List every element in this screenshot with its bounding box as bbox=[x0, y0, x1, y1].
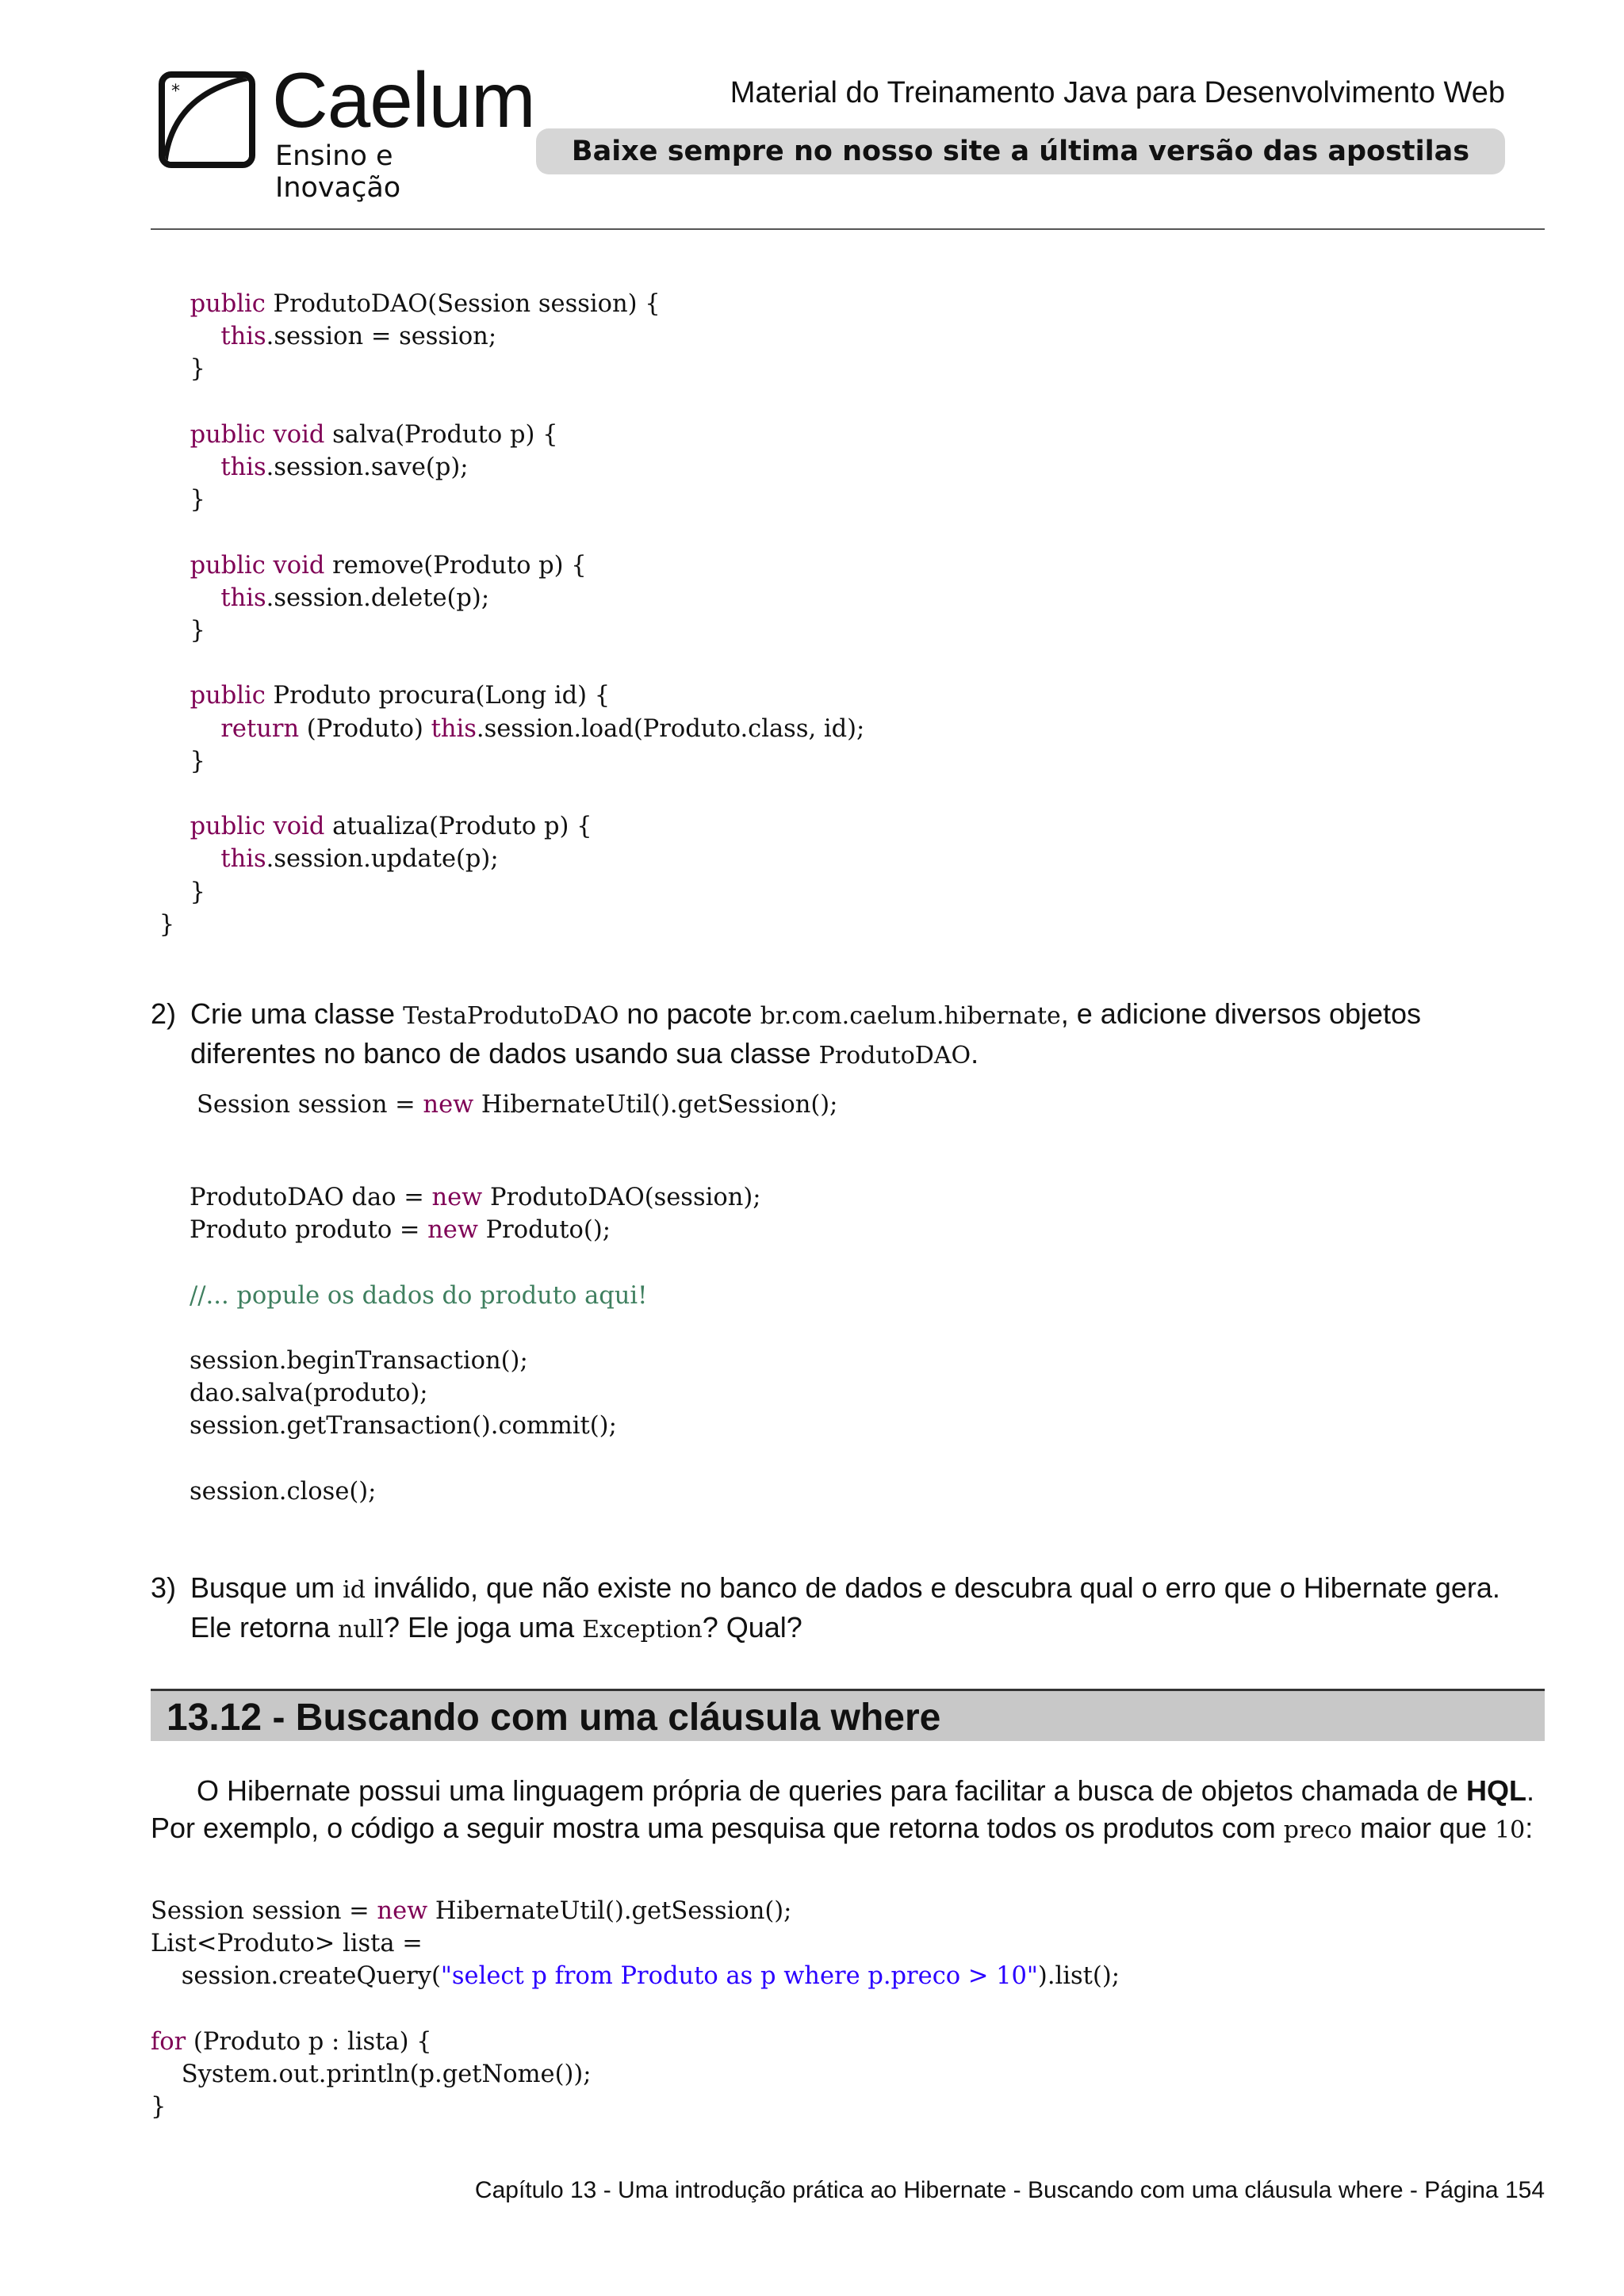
code-line bbox=[128, 617, 205, 645]
code-text bbox=[128, 323, 220, 350]
code-keyword: public bbox=[190, 682, 266, 710]
text-run: ? Ele joga uma bbox=[383, 1611, 583, 1644]
logo-name: Caelum bbox=[272, 56, 535, 144]
code-line bbox=[190, 1412, 617, 1440]
code-comment: //... popule os dados do produto aqui! bbox=[190, 1281, 648, 1310]
code-line bbox=[190, 1216, 611, 1244]
text-run: Crie uma classe bbox=[190, 997, 404, 1030]
code-text: Produto produto = bbox=[190, 1216, 428, 1245]
code-keyword: new bbox=[423, 1091, 474, 1119]
section-heading-bar bbox=[151, 1689, 1545, 1741]
code-text: } bbox=[128, 486, 205, 515]
code-text: salva(Produto p) { bbox=[324, 420, 558, 449]
item-text bbox=[190, 1569, 1546, 1648]
code-line bbox=[128, 584, 489, 612]
code-line bbox=[128, 552, 587, 580]
code-text: session.beginTransaction(); bbox=[190, 1347, 528, 1375]
code-text bbox=[128, 584, 220, 612]
code-keyword: this bbox=[220, 584, 266, 612]
code-line bbox=[128, 355, 205, 383]
code-keyword: this bbox=[220, 323, 266, 351]
code-line bbox=[128, 453, 469, 481]
code-keyword: return bbox=[220, 714, 300, 743]
code-line bbox=[128, 290, 661, 318]
code-keyword: public void bbox=[190, 813, 325, 841]
inline-code: 10 bbox=[1495, 1816, 1526, 1844]
code-line bbox=[190, 1347, 528, 1375]
code-line bbox=[190, 1478, 376, 1506]
text-run: , e adicione diversos objetos diferentes no banco de dados usando sua classe bbox=[190, 997, 1422, 1070]
text-run: Busque um bbox=[190, 1571, 343, 1604]
logo-tagline: Ensino e Inovação bbox=[275, 140, 401, 204]
bold-term: HQL bbox=[1465, 1774, 1526, 1807]
code-text bbox=[128, 453, 220, 481]
code-text: ProdutoDAO dao = bbox=[190, 1184, 432, 1211]
code-text: } bbox=[151, 2093, 167, 2122]
code-line bbox=[128, 486, 205, 514]
header-title: Material do Treinamento Java para Desenvolvimento Web bbox=[730, 76, 1505, 109]
header-divider bbox=[151, 228, 1545, 230]
code-text bbox=[128, 421, 190, 449]
code-text bbox=[128, 682, 190, 710]
code-text: remove(Produto p) { bbox=[324, 551, 587, 580]
code-text: ProdutoDAO(session); bbox=[482, 1184, 761, 1211]
code-line bbox=[151, 1930, 423, 1957]
text-run: no pacote bbox=[619, 997, 760, 1030]
section-title: 13.12 - Buscando com uma cláusula where bbox=[167, 1697, 941, 1739]
code-text: } bbox=[128, 355, 205, 384]
code-text: List<Produto> lista = bbox=[151, 1930, 423, 1958]
code-line bbox=[128, 911, 174, 939]
code-keyword: new bbox=[377, 1897, 428, 1925]
code-text: } bbox=[128, 617, 205, 645]
code-keyword: new bbox=[431, 1184, 483, 1211]
code-line bbox=[151, 2028, 432, 2056]
code-line bbox=[197, 1091, 837, 1119]
text-run: inválido, que não existe no banco de dados e descubra qual o erro que o Hibernate gera. Ele retorna bbox=[190, 1571, 1500, 1644]
code-line bbox=[151, 2061, 592, 2088]
caelum-logo bbox=[155, 56, 535, 204]
code-keyword: for bbox=[151, 2027, 186, 2056]
text-run: . Por exemplo, o código a seguir mostra uma pesquisa que retorna todos os produtos com bbox=[151, 1774, 1534, 1844]
download-banner: Baixe sempre no nosso site a última versão das apostilas bbox=[536, 128, 1505, 174]
page-footer: Capítulo 13 - Uma introdução prática ao Hibernate - Buscando com uma cláusula where - Página 154 bbox=[474, 2177, 1545, 2203]
code-text: HibernateUtil().getSession(); bbox=[427, 1897, 792, 1925]
body-paragraph bbox=[151, 1772, 1546, 1849]
code-text: .session.load(Produto.class, id); bbox=[476, 714, 865, 743]
inline-code: TestaProdutoDAO bbox=[403, 1002, 619, 1030]
text-run: ? Qual? bbox=[702, 1611, 802, 1644]
code-text: .session.save(p); bbox=[266, 453, 469, 481]
code-text: Session session = bbox=[197, 1091, 423, 1119]
code-line bbox=[128, 682, 610, 710]
text-run: O Hibernate possui uma linguagem própria de queries para facilitar a busca de objetos chamada de bbox=[197, 1774, 1466, 1807]
code-keyword: public bbox=[190, 290, 266, 318]
item-number: 3) bbox=[151, 1571, 177, 1604]
code-text: (Produto p : lista) { bbox=[186, 2027, 432, 2056]
code-line bbox=[128, 813, 592, 840]
code-text: .session.update(p); bbox=[266, 845, 499, 874]
code-text bbox=[128, 552, 190, 580]
code-text: .session = session; bbox=[266, 323, 497, 351]
code-text bbox=[128, 813, 190, 840]
code-line bbox=[151, 2093, 166, 2121]
text-run: maior que bbox=[1351, 1812, 1496, 1844]
code-line bbox=[128, 323, 496, 350]
code-text: HibernateUtil().getSession(); bbox=[473, 1091, 838, 1119]
code-text: } bbox=[128, 878, 205, 906]
svg-text:*: * bbox=[171, 82, 180, 101]
inline-code: ProdutoDAO bbox=[818, 1042, 971, 1070]
code-keyword: public void bbox=[190, 551, 325, 580]
code-string: "select p from Produto as p where p.preco > 10" bbox=[440, 1962, 1038, 1991]
code-text: .session.delete(p); bbox=[266, 584, 490, 612]
item-text bbox=[190, 995, 1546, 1074]
code-line bbox=[128, 845, 499, 873]
code-text: } bbox=[128, 747, 205, 775]
code-text: session.createQuery( bbox=[151, 1962, 441, 1991]
code-keyword: new bbox=[427, 1216, 478, 1245]
text-run: : bbox=[1525, 1812, 1534, 1844]
inline-code: Exception bbox=[582, 1616, 703, 1644]
code-text: (Produto) bbox=[299, 714, 431, 743]
code-line bbox=[190, 1380, 428, 1407]
code-line bbox=[151, 1962, 1120, 1990]
code-keyword: this bbox=[220, 453, 266, 481]
logo-mark-icon bbox=[159, 71, 255, 168]
code-line bbox=[128, 878, 205, 906]
code-line bbox=[128, 748, 205, 775]
code-line bbox=[190, 1184, 761, 1211]
code-text: atualiza(Produto p) { bbox=[324, 813, 592, 841]
code-text: ProdutoDAO(Session session) { bbox=[265, 290, 661, 318]
inline-code: preco bbox=[1283, 1816, 1352, 1844]
code-keyword: this bbox=[220, 845, 266, 874]
code-keyword: public void bbox=[190, 420, 325, 449]
code-keyword: this bbox=[431, 714, 477, 743]
code-text bbox=[128, 715, 220, 743]
code-text: session.close(); bbox=[190, 1477, 377, 1506]
code-text: } bbox=[128, 910, 175, 939]
text-run: . bbox=[971, 1037, 979, 1070]
code-text: System.out.println(p.getNome()); bbox=[151, 2061, 592, 2088]
code-text: Session session = bbox=[151, 1897, 377, 1925]
code-line bbox=[151, 1897, 791, 1925]
inline-code: null bbox=[338, 1616, 384, 1644]
item-number: 2) bbox=[151, 997, 177, 1030]
code-text bbox=[128, 290, 190, 318]
code-line bbox=[128, 715, 864, 743]
code-text bbox=[128, 845, 220, 873]
inline-code: br.com.caelum.hibernate bbox=[760, 1002, 1061, 1030]
code-text: ).list(); bbox=[1037, 1962, 1120, 1991]
code-text: Produto procura(Long id) { bbox=[265, 682, 611, 710]
code-line bbox=[128, 421, 558, 449]
code-text: Produto(); bbox=[477, 1216, 611, 1245]
code-text: dao.salva(produto); bbox=[190, 1380, 428, 1408]
inline-code: id bbox=[343, 1576, 366, 1604]
code-text: session.getTransaction().commit(); bbox=[190, 1412, 617, 1441]
code-line bbox=[190, 1282, 647, 1310]
